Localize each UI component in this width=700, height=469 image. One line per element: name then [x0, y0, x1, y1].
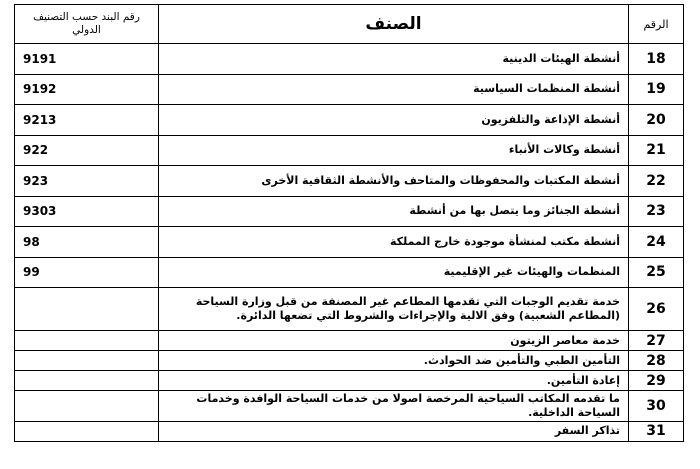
row-code: [15, 391, 159, 422]
row-code: [15, 351, 159, 371]
row-category: أنشطة المكتبات والمحفوظات والمتاحف والأنشطة الثقافية الأخرى: [159, 166, 629, 197]
row-number: 25: [629, 257, 684, 288]
row-code: 9303: [15, 196, 159, 227]
table-row: [15, 421, 684, 441]
row-code: 98: [15, 227, 159, 258]
row-category: أنشطة الإذاعة والتلفزيون: [159, 105, 629, 136]
row-number: 23: [629, 196, 684, 227]
row-number: 22: [629, 166, 684, 197]
classification-table: [14, 4, 684, 442]
header-number: الرقم: [629, 5, 684, 44]
row-number: 30: [629, 391, 684, 422]
row-number: 21: [629, 135, 684, 166]
row-code: 9213: [15, 105, 159, 136]
row-code: 9192: [15, 74, 159, 105]
row-code: 922: [15, 135, 159, 166]
table-row: [15, 44, 684, 75]
header-category: الصنف: [159, 5, 629, 44]
header-code: رقم البند حسب التصنيف الدولي: [15, 5, 159, 44]
row-category: التأمين الطبي والتأمين ضد الحوادث.: [159, 351, 629, 371]
table-row: [15, 135, 684, 166]
table-row: [15, 74, 684, 105]
row-code: [15, 288, 159, 331]
row-number: 19: [629, 74, 684, 105]
table-row: [15, 351, 684, 371]
row-number: 29: [629, 371, 684, 391]
row-category: أنشطة الجنائز وما يتصل بها من أنشطة: [159, 196, 629, 227]
table-row: [15, 227, 684, 258]
row-category: تذاكر السفر: [159, 421, 629, 441]
table-row: [15, 288, 684, 331]
row-category: أنشطة مكتب لمنشأة موجودة خارج المملكة: [159, 227, 629, 258]
row-category: أنشطة الهيئات الدينية: [159, 44, 629, 75]
row-code: [15, 421, 159, 441]
row-number: 31: [629, 421, 684, 441]
row-number: 18: [629, 44, 684, 75]
table-row: [15, 391, 684, 422]
row-category: إعادة التأمين.: [159, 371, 629, 391]
table-row: [15, 371, 684, 391]
row-code: [15, 331, 159, 351]
row-category: المنظمات والهيئات غير الإقليمية: [159, 257, 629, 288]
table-row: [15, 166, 684, 197]
row-code: 923: [15, 166, 159, 197]
row-category: خدمة معاصر الزيتون: [159, 331, 629, 351]
table-row: [15, 257, 684, 288]
table-body: [15, 44, 684, 442]
table-row: [15, 331, 684, 351]
table-row: [15, 105, 684, 136]
table-header-row: [15, 5, 684, 44]
row-category: أنشطة وكالات الأنباء: [159, 135, 629, 166]
table-row: [15, 196, 684, 227]
row-number: 27: [629, 331, 684, 351]
row-code: 9191: [15, 44, 159, 75]
classification-table-container: [14, 4, 684, 442]
row-number: 20: [629, 105, 684, 136]
row-number: 28: [629, 351, 684, 371]
row-code: [15, 371, 159, 391]
row-category: ما تقدمه المكاتب السياحية المرخصة اصولا من خدمات السياحة الوافدة وخدمات السياحة الداخلية.: [159, 391, 629, 422]
row-category: أنشطة المنظمات السياسية: [159, 74, 629, 105]
row-number: 26: [629, 288, 684, 331]
row-code: 99: [15, 257, 159, 288]
row-number: 24: [629, 227, 684, 258]
row-category: خدمة تقديم الوجبات التي تقدمها المطاعم غير المصنفة من قبل وزارة السياحة (المطاعم الشعبية) وفق الالية والإجراءات والشروط التي تضعها الدائرة.: [159, 288, 629, 331]
